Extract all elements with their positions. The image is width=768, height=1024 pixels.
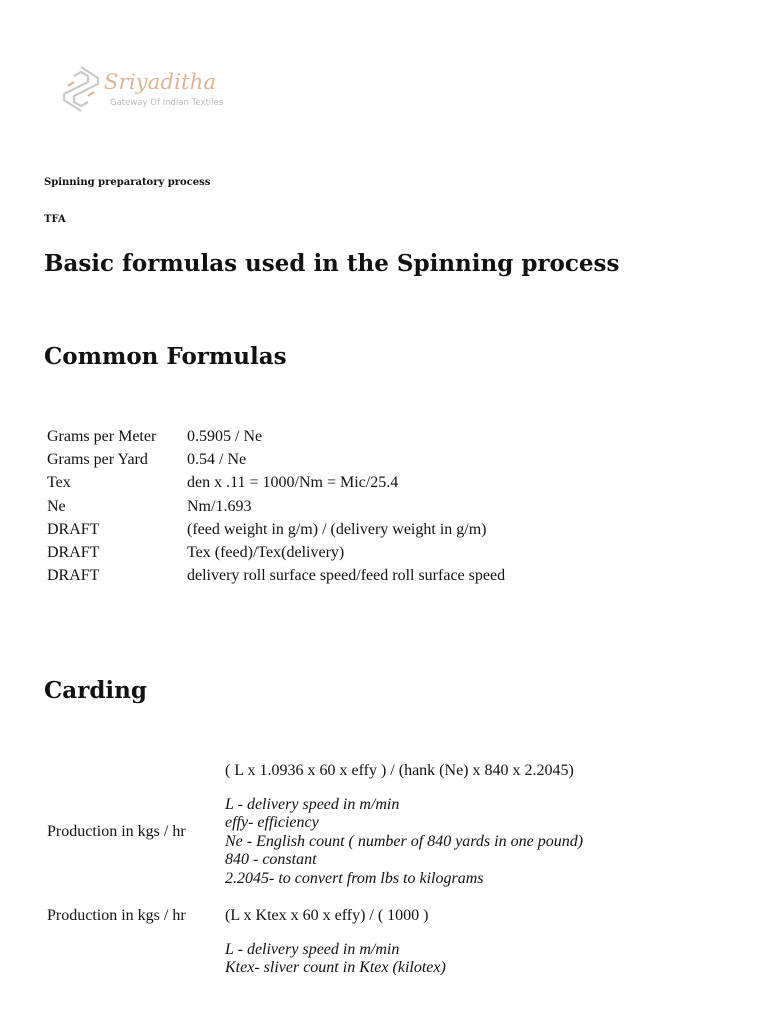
variable-line: 2.2045- to convert from lbs to kilograms [225, 869, 484, 887]
common-formulas-table [44, 425, 505, 588]
variable-line: Ktex- sliver count in Ktex (kilotex) [225, 959, 446, 977]
breadcrumb-category[interactable]: Spinning preparatory process [44, 177, 211, 188]
logo-emblem-icon [60, 64, 102, 114]
production-label: Production in kgs / hr [47, 823, 186, 840]
site-logo[interactable] [60, 62, 230, 118]
formula-value: 0.5905 / Ne [187, 427, 263, 445]
variable-line: L - delivery speed in m/min [225, 941, 400, 958]
breadcrumb-author[interactable]: TFA [44, 214, 66, 225]
formula-name: Grams per Yard [47, 450, 148, 468]
variable-line: 840 - constant [225, 851, 317, 869]
table-row [44, 565, 505, 588]
variable-line: Ne - English count ( number of 840 yards in one pound) [225, 832, 584, 850]
table-row [44, 495, 505, 518]
production-variables [225, 796, 583, 888]
formula-name: Tex [47, 474, 71, 492]
production-formula: (L x Ktex x 60 x effy) / ( 1000 ) [225, 907, 429, 924]
formula-value: (feed weight in g/m) / (delivery weight in g/m) [187, 520, 487, 538]
logo-tagline: Gateway Of Indian Textiles [110, 98, 224, 108]
logo-brand-text: Sriyadithа [104, 70, 217, 94]
formula-name: DRAFT [47, 567, 100, 585]
variable-line: L - delivery speed in m/min [225, 796, 400, 813]
production-variables [225, 941, 446, 978]
table-row [44, 425, 505, 448]
formula-name: DRAFT [47, 544, 100, 562]
production-label: Production in kgs / hr [47, 907, 186, 924]
formula-name: Grams per Meter [47, 427, 157, 445]
variable-line: effy- efficiency [225, 814, 319, 832]
section-heading-carding: Carding [44, 677, 147, 704]
formula-value: delivery roll surface speed/feed roll surface speed [187, 567, 506, 585]
table-row [44, 472, 505, 495]
formula-value: den x .11 = 1000/Nm = Mic/25.4 [187, 474, 399, 492]
page-title: Basic formulas used in the Spinning process [44, 250, 620, 277]
table-row [44, 448, 505, 471]
production-formula: ( L x 1.0936 x 60 x effy ) / (hank (Ne) x 840 x 2.2045) [225, 762, 574, 779]
formula-value: 0.54 / Ne [187, 450, 247, 468]
table-row [44, 541, 505, 564]
formula-value: Nm/1.693 [187, 497, 252, 515]
formula-name: DRAFT [47, 520, 100, 538]
table-row [44, 518, 505, 541]
section-heading-common: Common Formulas [44, 343, 287, 370]
formula-value: Tex (feed)/Tex(delivery) [187, 544, 345, 562]
formula-name: Ne [47, 497, 66, 515]
